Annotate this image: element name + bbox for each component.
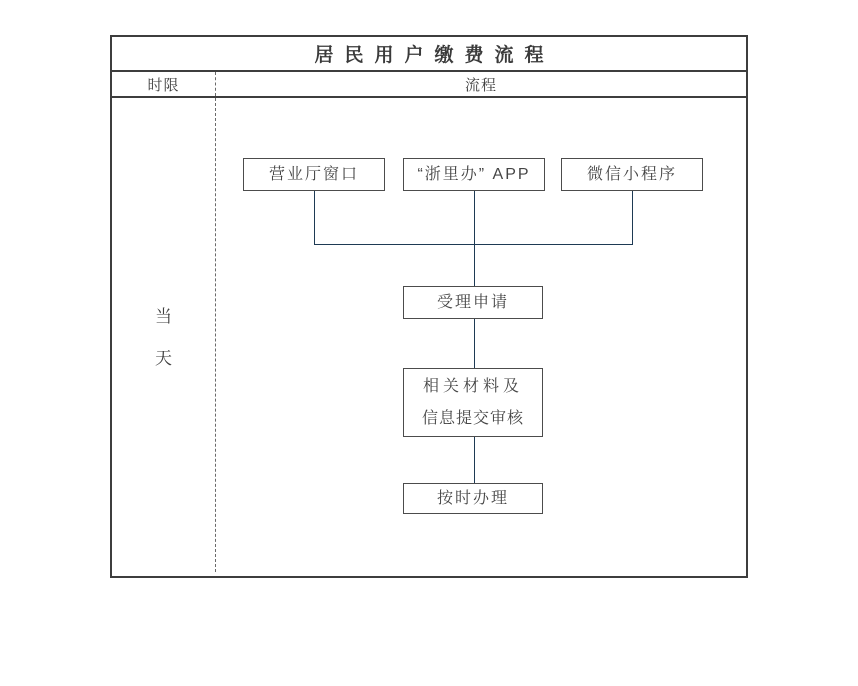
channel-box-business-hall <box>243 158 385 191</box>
connector-line <box>474 191 475 244</box>
time-limit-header-cell <box>112 72 216 96</box>
process-header-label: 流程 <box>464 76 497 94</box>
connector-line <box>474 244 475 286</box>
connector-line <box>632 191 633 244</box>
step-box-accept-application <box>403 286 543 319</box>
time-limit-header-label: 时限 <box>147 76 180 94</box>
connector-line <box>474 319 475 368</box>
title-row <box>112 37 746 72</box>
connector-line <box>474 437 475 483</box>
channel-box-wechat-miniprogram <box>561 158 703 191</box>
connector-line <box>314 191 315 244</box>
time-limit-value-char1: 当 <box>155 306 172 326</box>
header-row <box>112 72 746 98</box>
page-title: 居民用户缴费流程 <box>314 45 555 66</box>
step-label: 按时办理 <box>436 489 509 507</box>
step-label-line2: 信息提交审核 <box>421 409 524 427</box>
channel-label: 微信小程序 <box>586 165 677 183</box>
step-label: 受理申请 <box>436 293 509 311</box>
flowchart-table <box>110 35 748 578</box>
time-limit-cell <box>112 98 216 572</box>
channel-label: 营业厅窗口 <box>268 165 359 183</box>
channel-box-zheliban-app <box>403 158 545 191</box>
step-label-line1: 相关材料及 <box>422 377 523 395</box>
time-limit-value-char2: 天 <box>155 348 172 368</box>
process-header-cell <box>216 72 746 96</box>
step-box-submit-materials <box>403 368 543 437</box>
step-box-process-on-time <box>403 483 543 514</box>
channel-label: “浙里办” APP <box>417 165 531 183</box>
